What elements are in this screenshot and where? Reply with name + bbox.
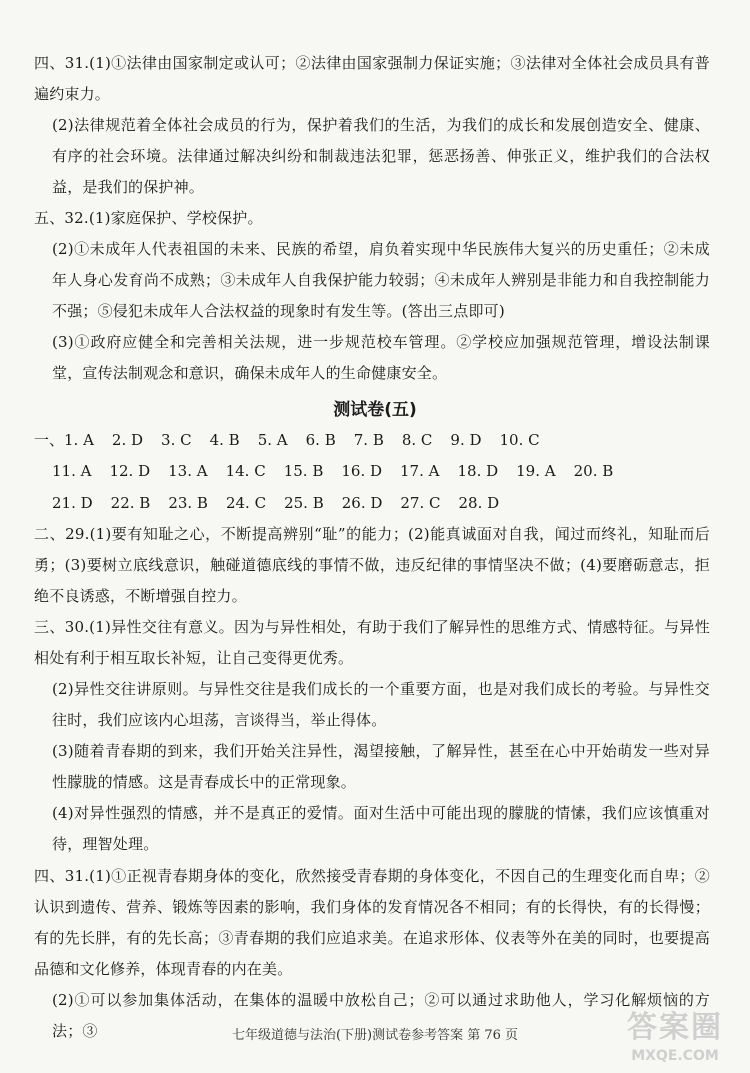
q29-answer: 二、29.(1)要有知耻之心，不断提高辨别“耻”的能力；(2)能真诚面对自我，闻过而终礼，知耻而后勇；(3)要树立底线意识，触碰道德底线的事情不做，违反纪律的事情坚决不做；(4)要磨砺意志，拒绝不良诱惑，不断增强自控力。 <box>34 525 710 605</box>
choice-answer: 一、1. A <box>34 431 94 449</box>
q30-part4-answer: (4)对异性强烈的情感，并不是真正的爱情。面对生活中可能出现的朦胧的情愫，我们应该慎重对待，理智处理。 <box>52 804 710 853</box>
q30-part2-answer: (2)异性交往讲原则。与异性交往是我们成长的一个重要方面，也是对我们成长的考验。与异性交往时，我们应该内心坦荡，言谈得当，举止得体。 <box>52 680 710 729</box>
q30-part1-answer: 三、30.(1)异性交往有意义。因为与异性相处，有助于我们了解异性的思维方式、情感特征。与异性相处有利于相互取长补短，让自己变得更优秀。 <box>34 618 710 667</box>
choice-answer: 14. C <box>225 462 266 480</box>
q32-part1-answer: 五、32.(1)家庭保护、学校保护。 <box>34 209 263 227</box>
choice-answer: 28. D <box>458 494 500 512</box>
choice-answer: 21. D <box>52 494 93 512</box>
choice-answer: 26. D <box>341 494 383 512</box>
choice-row-3 <box>52 491 728 515</box>
watermark-url: MXQE.COM <box>631 1048 719 1064</box>
choice-answer: 24. C <box>225 494 267 512</box>
choice-answer: 17. A <box>400 462 440 480</box>
choice-answer: 13. A <box>168 462 208 480</box>
choice-answer: 16. D <box>341 462 383 480</box>
q30-part3-answer: (3)随着青春期的到来，我们开始关注异性，渴望接触，了解异性，甚至在心中开始萌发一些对异性朦胧的情感。这是青春成长中的正常现象。 <box>52 742 710 791</box>
q32-part2-answer: (2)①未成年人代表祖国的未来、民族的希望，肩负着实现中华民族伟大复兴的历史重任；②未成年人身心发育尚不成熟；③未成年人自我保护能力较弱；④未成年人辨别是非能力和自我控制能力不强；⑤侵犯未成年人合法权益的现象时有发生等。(答出三点即可) <box>52 240 710 320</box>
q32-part3-answer: (3)①政府应健全和完善相关法规，进一步规范校车管理。②学校应加强规范管理，增设法制课堂，宣传法制观念和意识，确保未成年人的生命健康安全。 <box>52 333 710 382</box>
choice-answer: 22. B <box>110 494 151 512</box>
q31b-part2-answer: (2)①可以参加集体活动，在集体的温暖中放松自己；②可以通过求助他人，学习化解烦恼的方法；③ <box>52 991 710 1040</box>
q31b-part1-answer: 四、31.(1)①正视青春期身体的变化，欣然接受青春期的身体变化，不因自己的生理变化而自卑；②认识到遗传、营养、锻炼等因素的影响，我们身体的发育情况各不相同；有的长得快，有的长得慢；有的先长胖，有的先长高；③青春期的我们应追求美。在追求形体、仪表等外在美的同时，也要提高品德和文化修养，体现青春的内在美。 <box>34 867 710 978</box>
choice-row-2 <box>52 459 728 483</box>
watermark-logo <box>610 1012 740 1068</box>
choice-answer: 20. B <box>573 462 614 480</box>
choice-answer: 12. D <box>109 462 151 480</box>
watermark-text: 答案圈 <box>627 1010 723 1045</box>
choice-answer: 23. B <box>168 494 208 512</box>
choice-answer: 7. B <box>353 431 384 449</box>
choice-answer: 27. C <box>400 494 441 512</box>
choice-answer: 9. D <box>450 431 482 449</box>
choice-answer: 18. D <box>457 462 499 480</box>
choice-row-1 <box>34 428 710 452</box>
q31-part2-answer: (2)法律规范着全体社会成员的行为，保护着我们的生活，为我们的成长和发展创造安全、健康、有序的社会环境。法律通过解决纠纷和制裁违法犯罪，惩恶扬善、伸张正义，维护我们的合法权益，是我们的保护神。 <box>52 116 710 196</box>
choice-answer: 19. A <box>516 462 556 480</box>
q31-part1-answer: 四、31.(1)①法律由国家制定或认可；②法律由国家强制力保证实施；③法律对全体社会成员具有普遍约束力。 <box>34 54 710 103</box>
choice-answer: 11. A <box>52 462 92 480</box>
choice-answer: 8. C <box>401 431 433 449</box>
choice-answer: 4. B <box>209 431 240 449</box>
choice-answer: 6. B <box>305 431 336 449</box>
choice-answer: 10. C <box>499 431 540 449</box>
choice-answer: 5. A <box>257 431 288 449</box>
choice-answer: 25. B <box>284 494 324 512</box>
choice-answer: 15. B <box>283 462 324 480</box>
test-title: 测试卷(五) <box>333 400 417 420</box>
choice-answer: 3. C <box>161 431 192 449</box>
choice-answer: 2. D <box>111 431 144 449</box>
page-footer: 七年级道德与法治(下册)测试卷参考答案 第 76 页 <box>231 1028 519 1043</box>
